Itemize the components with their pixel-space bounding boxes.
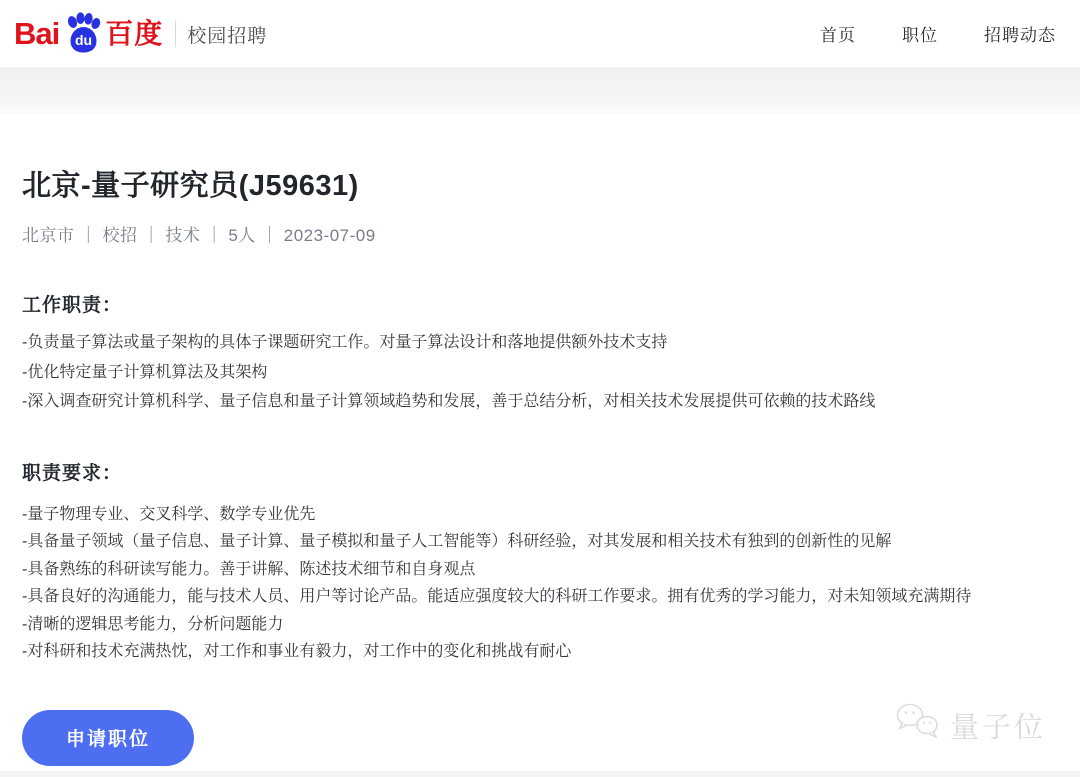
bottom-strip (0, 771, 1080, 777)
requirement-item: -具备量子领域（量子信息、量子计算、量子模拟和量子人工智能等）科研经验，对其发展和相关技术有独到的创新性的见解 (22, 533, 892, 550)
job-title: 北京-量子研究员(J59631) (22, 170, 359, 202)
responsibilities-heading: 工作职责： (22, 295, 123, 316)
responsibilities-list (22, 328, 1056, 417)
main-nav (820, 21, 1066, 46)
requirement-item: -对科研和技术充满热忱，对工作和事业有毅力，对工作中的变化和挑战有耐心 (22, 643, 572, 660)
requirement-item: -具备良好的沟通能力，能与技术人员、用户等讨论产品。能适应强度较大的科研工作要求。拥有优秀的学习能力，对未知领域充满期待 (22, 588, 972, 605)
watermark-text: 量子位 (949, 711, 1046, 744)
logo-text-bai: Bai (14, 16, 60, 51)
baidu-logo[interactable] (14, 12, 267, 56)
section-responsibilities (22, 290, 1056, 417)
logo-text-baidu-cn: 百度 (105, 17, 164, 49)
requirement-item: -具备熟练的科研读写能力。善于讲解、陈述技术细节和自身观点 (22, 560, 476, 578)
requirements-list (22, 501, 1056, 666)
logo-subtitle: 校园招聘 (187, 26, 268, 47)
requirement-item: -清晰的逻辑思考能力，分析问题能力 (22, 615, 284, 633)
site-header (0, 0, 1080, 67)
job-detail (0, 115, 1080, 766)
nav-item[interactable]: 招聘动态 (984, 26, 1056, 45)
logo-text-du: du (75, 31, 93, 48)
job-meta: 北京市 ｜ 校招 ｜ 技术 ｜ 5人 ｜ 2023-07-09 (22, 226, 376, 245)
logo-divider (175, 21, 176, 47)
requirement-item: -量子物理专业、交叉科学、数学专业优先 (22, 505, 316, 523)
responsibility-item: -深入调查研究计算机科学、量子信息和量子计算领域趋势和发展，善于总结分析，对相关技术发展提供可依赖的技术路线 (22, 393, 876, 410)
responsibility-item: -负责量子算法或量子架构的具体子课题研究工作。对量子算法设计和落地提供额外技术支持 (22, 334, 668, 351)
section-requirements (22, 458, 1056, 666)
responsibility-item: -优化特定量子计算机算法及其架构 (22, 363, 268, 381)
nav-item[interactable]: 首页 (820, 26, 856, 45)
baidu-paw-icon (62, 12, 104, 56)
apply-button[interactable]: 申请职位 (22, 710, 194, 766)
requirements-heading: 职责要求： (22, 462, 123, 484)
nav-item[interactable]: 职位 (902, 26, 938, 45)
header-band (0, 67, 1080, 115)
